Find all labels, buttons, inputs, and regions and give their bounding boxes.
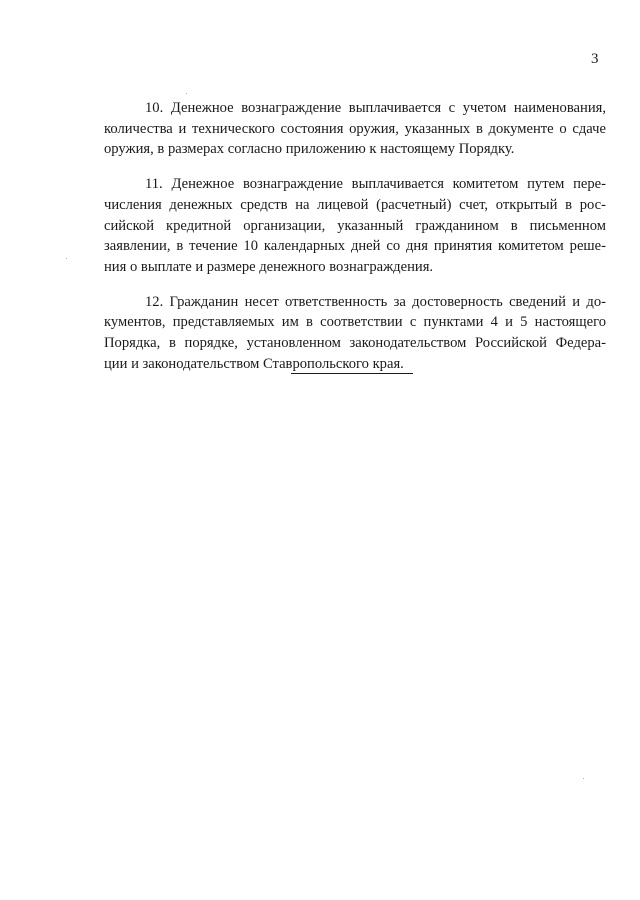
paragraph-line: 10. Денежное вознаграждение выплачивается с учетом наименования, [145,100,606,116]
document-body [104,98,606,388]
paragraph-line: Порядка, в порядке, установленном законодательством Российской Федера- [104,335,606,352]
paragraph-10 [104,98,606,160]
paragraph-line: количества и технического состояния оружия, указанных в документе о сдаче [104,120,606,137]
paragraph-line: кументов, представляемых им в соответствии с пунктами 4 и 5 настоящего [104,314,606,331]
paragraph-line: ния о выплате и размере денежного вознаграждения. [104,258,434,275]
paragraph-line: оружия, в размерах согласно приложению к настоящему Порядку. [104,141,515,158]
page-number: 3 [591,51,599,67]
paragraph-11 [104,174,606,278]
scan-speck [66,258,67,259]
scan-speck [186,93,187,94]
paragraph-line: 12. Гражданин несет ответственность за достоверность сведений и до- [145,293,606,310]
paragraph-line: сийской кредитной организации, указанный гражданином в письменном [104,217,606,234]
paragraph-line: 11. Денежное вознаграждение выплачивается комитетом путем пере- [145,176,606,193]
paragraph-line: ции и законодательством Ставропольского края. [104,355,404,372]
end-separator-line [291,373,413,374]
paragraph-line: заявлении, в течение 10 календарных дней со дня принятия комитетом реше- [104,238,606,255]
paragraph-12 [104,292,606,375]
paragraph-line: числения денежных средств на лицевой (расчетный) счет, открытый в рос- [104,196,606,213]
scan-speck [583,778,584,779]
